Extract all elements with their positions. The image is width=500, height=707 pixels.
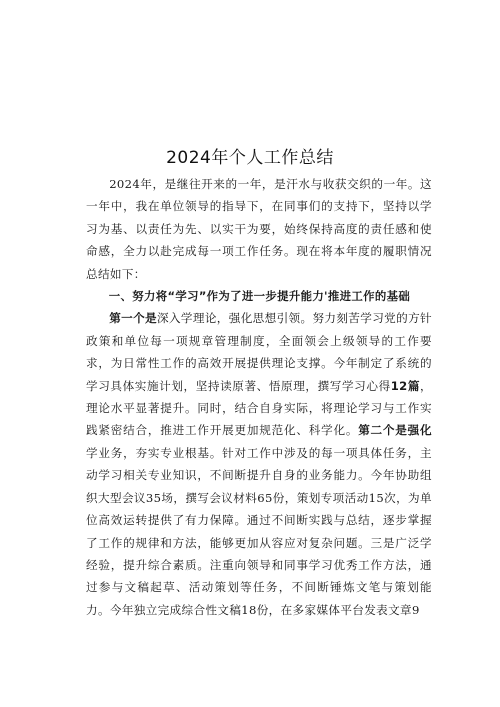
section-heading: 一、努力将“学习”作为了进一步提升能力'推进工作的基础 bbox=[108, 289, 411, 304]
section-paragraph bbox=[86, 307, 432, 621]
lead-phrase-first: 第一个是 bbox=[109, 311, 158, 326]
paragraph-text: ，理论水平显著提升。同时，结合自身实际，将理论学习与工作实践紧密结合，推进工作开展更加规范化、科学化。 bbox=[86, 378, 432, 438]
emphasis-count: 12篇 bbox=[390, 378, 421, 393]
paragraph-text: 学业务，夯实专业根基。针对工作中涉及的每一项具体任务，主动学习相关专业知识，不间断提升自身的业务能力。今年协助组织大型会议35场，撰写会议材料65份，策划专项活动15次，为单位高效运转提供了有力保障。通过不间断实践与总结，逐步掌握了工作的规律和方法，能够更加从容应对复杂问题。三是广泛学经验，提升综合素质。注重向领导和同事学习优秀工作方法，通过参与文稿起草、活动策划等任务，不间断锤炼文笔与策划能力。今年独立完成综合性文稿18份，在多家媒体平台发表文章9 bbox=[86, 445, 432, 617]
paragraph-text: 深入学理论，强化思想引领。努力刻苦学习党的方针政策和单位每一项规章管理制度，全面领会上级领导的工作要求，为日常性工作的高效开展提供理论支撑。今年制定了系统的学习具体实施计划，坚持读原著、悟原理，撰写学习心得 bbox=[86, 311, 432, 393]
document-title: 2024年个人工作总结 bbox=[166, 148, 334, 168]
lead-phrase-second: 第二个是强化 bbox=[358, 423, 432, 438]
intro-paragraph: 2024年，是继往开来的一年，是汗水与收获交织的一年。这一年中，我在单位领导的指导下，在同事们的支持下，坚持以学习为基、以责任为先、以实干为要，始终保持高度的责任感和使命感，全力以赴完成每一项工作任务。现在将本年度的履职情况总结如下： bbox=[86, 177, 432, 281]
document-body bbox=[86, 173, 432, 621]
